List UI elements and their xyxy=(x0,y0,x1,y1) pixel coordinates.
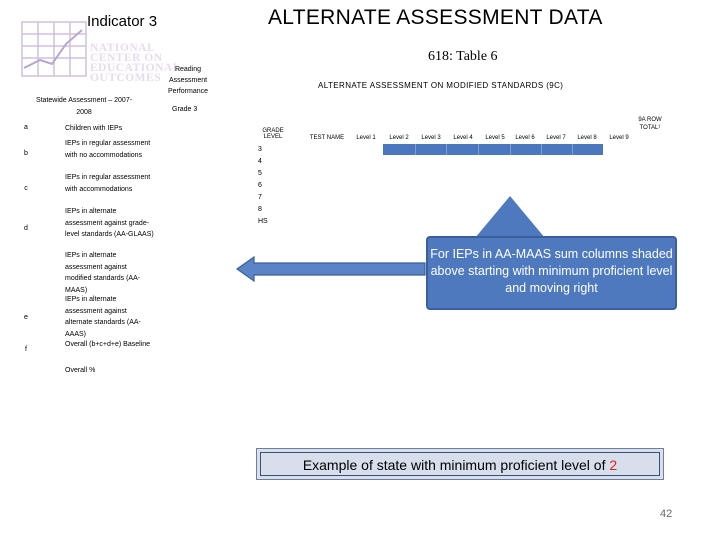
header-level: Level 2 xyxy=(389,135,409,141)
table-title: 618: Table 6 xyxy=(428,49,498,64)
row-letter: a xyxy=(24,124,28,131)
example-level: 2 xyxy=(609,457,618,473)
page-number: 42 xyxy=(660,508,673,520)
header-level: Level 3 xyxy=(421,135,441,141)
cell-divider xyxy=(572,144,573,155)
example-text xyxy=(260,452,660,476)
instruction-callout: For IEPs in AA-MAAS sum columns shaded above starting with minimum proficient level and moving right xyxy=(426,236,677,310)
row-label: IEPs in regular assessment with no accommodations xyxy=(65,140,151,159)
grade-level-cell: 7 xyxy=(258,194,262,201)
row-label: IEPs in alternate assessment against grade-level standards (AA-GLAAS) xyxy=(65,208,154,238)
logo-line: CENTER ON xyxy=(90,52,163,64)
row-label: IEPs in alternate assessment against modified standards (AA-MAAS) xyxy=(65,252,141,294)
grade-level-cell: 5 xyxy=(258,170,262,177)
logo-line: NATIONAL xyxy=(90,42,156,54)
aa-modified-title: ALTERNATE ASSESSMENT ON MODIFIED STANDARDS (9C) xyxy=(318,81,564,90)
reading-label: Reading Assessment Performance xyxy=(167,66,209,95)
cell-divider xyxy=(478,144,479,155)
row-label: Overall (b+c+d+e) Baseline xyxy=(65,341,151,348)
callout-pointer-icon xyxy=(475,196,545,238)
header-grade-level: GRADE LEVEL xyxy=(262,128,284,140)
header-level: Level 1 xyxy=(356,135,376,141)
row-label: Overall % xyxy=(65,367,96,374)
grade-level-cell: 6 xyxy=(258,182,262,189)
page-title: ALTERNATE ASSESSMENT DATA xyxy=(268,6,603,29)
cell-divider xyxy=(446,144,447,155)
header-level: Level 4 xyxy=(453,135,473,141)
header-level: Level 8 xyxy=(577,135,597,141)
row-label: Children with IEPs xyxy=(65,125,123,132)
header-level: Level 6 xyxy=(515,135,535,141)
left-table xyxy=(20,120,220,380)
highlighted-cells xyxy=(383,144,603,155)
example-label: Example of state with minimum proficient level of xyxy=(302,457,610,473)
aa-table xyxy=(250,116,670,236)
row-label: IEPs in regular assessment with accommodations xyxy=(65,174,151,193)
row-letter: e xyxy=(24,314,28,321)
grade-level-cell: 4 xyxy=(258,158,262,165)
row-letter: c xyxy=(24,185,28,192)
left-arrow-icon xyxy=(236,255,426,283)
example-box xyxy=(256,448,664,480)
row-letter: d xyxy=(24,225,28,232)
grade-level-cell: 3 xyxy=(258,146,262,153)
cell-divider xyxy=(541,144,542,155)
header-level: Level 5 xyxy=(485,135,505,141)
indicator-label: Indicator 3 xyxy=(87,13,158,30)
grade-level-cell: HS xyxy=(258,218,268,225)
row-letter: b xyxy=(24,150,28,157)
cell-divider xyxy=(415,144,416,155)
cell-divider xyxy=(510,144,511,155)
header-row-total: 9A ROW TOTAL¹ xyxy=(638,117,662,131)
grade-level-cell: 8 xyxy=(258,206,262,213)
header-test-name: TEST NAME xyxy=(309,135,345,141)
logo-line: OUTCOMES xyxy=(90,72,162,84)
statewide-label: Statewide Assessment – 2007-2008 xyxy=(35,97,133,116)
header-level: Level 9 xyxy=(609,135,629,141)
logo-line: EDUCATIONAL xyxy=(90,62,181,74)
row-label: IEPs in alternate assessment against alternate standards (AA-AAAS) xyxy=(65,296,141,338)
row-letter: f xyxy=(25,346,27,353)
grade-label: Grade 3 xyxy=(172,106,198,113)
header-level: Level 7 xyxy=(546,135,566,141)
